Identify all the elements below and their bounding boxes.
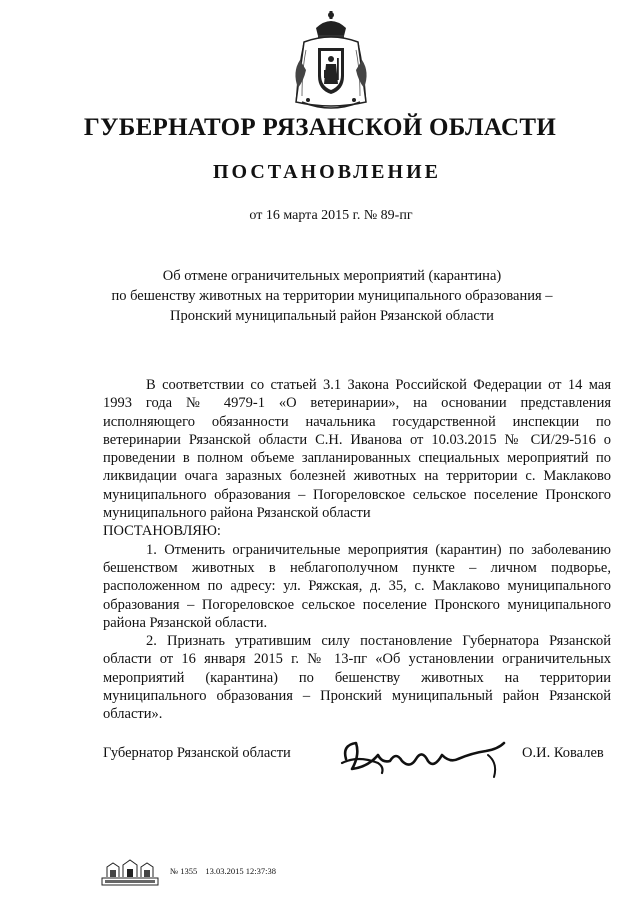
document-type: ПОСТАНОВЛЕНИЕ (213, 161, 441, 183)
registration-info (170, 866, 282, 876)
registration-number: № 1355 (170, 866, 198, 876)
organization-title: ГУБЕРНАТОР РЯЗАНСКОЙ ОБЛАСТИ (83, 114, 557, 141)
signatory-title: Губернатор Рязанской области (103, 745, 291, 761)
decree-item-2: 2. Признать утратившим силу постановление Губернатора Рязанской области от 16 января 2015 г. № 13-пг «Об установлении ограничительных мероприятий (карантина) по бешенству животных на территории муниципального образования – Пронский муниципальный район Рязанской области». (103, 633, 611, 723)
handwritten-signature (338, 733, 510, 781)
decree-item-1: 1. Отменить ограничительные мероприятия (карантин) по заболеванию бешенством животных в неблагополучном пункте – личном подворье, расположенном по адресу: ул. Ряжская, д. 35, с. Маклаково муниципального образования – Погореловское сельское поселение Пронского муниципального района Рязанской области. (103, 541, 611, 631)
registration-stamp-icon (101, 857, 159, 887)
subject-line: Об отмене ограничительных мероприятий (карантина) (162, 268, 502, 284)
registration-datetime: 13.03.2015 12:37:38 (205, 866, 276, 876)
preamble-paragraph: В соответствии со статьей 3.1 Закона Российской Федерации от 14 мая 1993 года № 4979-1 «О ветеринарии», на основании представления исполняющего обязанности начальника государственной инспекции по ветеринарии Рязанской области С.Н. Иванова от 10.03.2015 № СИ/29-516 о проведении в полном объеме запланированных специальных мероприятий по ликвидации очага заразных болезней животных на территории с. Маклаково муниципального образования – Погореловское сельское поселение Пронского муниципального района Рязанской области (103, 377, 611, 522)
subject-line: по бешенству животных на территории муниципального образования – (111, 288, 553, 304)
decree-word: ПОСТАНОВЛЯЮ: (103, 523, 221, 540)
document-body (103, 376, 611, 724)
document-date-number: от 16 марта 2015 г. № 89-пг (249, 208, 413, 223)
signatory-name: О.И. Ковалев (522, 745, 604, 761)
ryazan-coat-of-arms-icon (288, 10, 374, 114)
subject-line: Пронский муниципальный район Рязанской области (170, 308, 494, 324)
document-subject (90, 266, 574, 326)
